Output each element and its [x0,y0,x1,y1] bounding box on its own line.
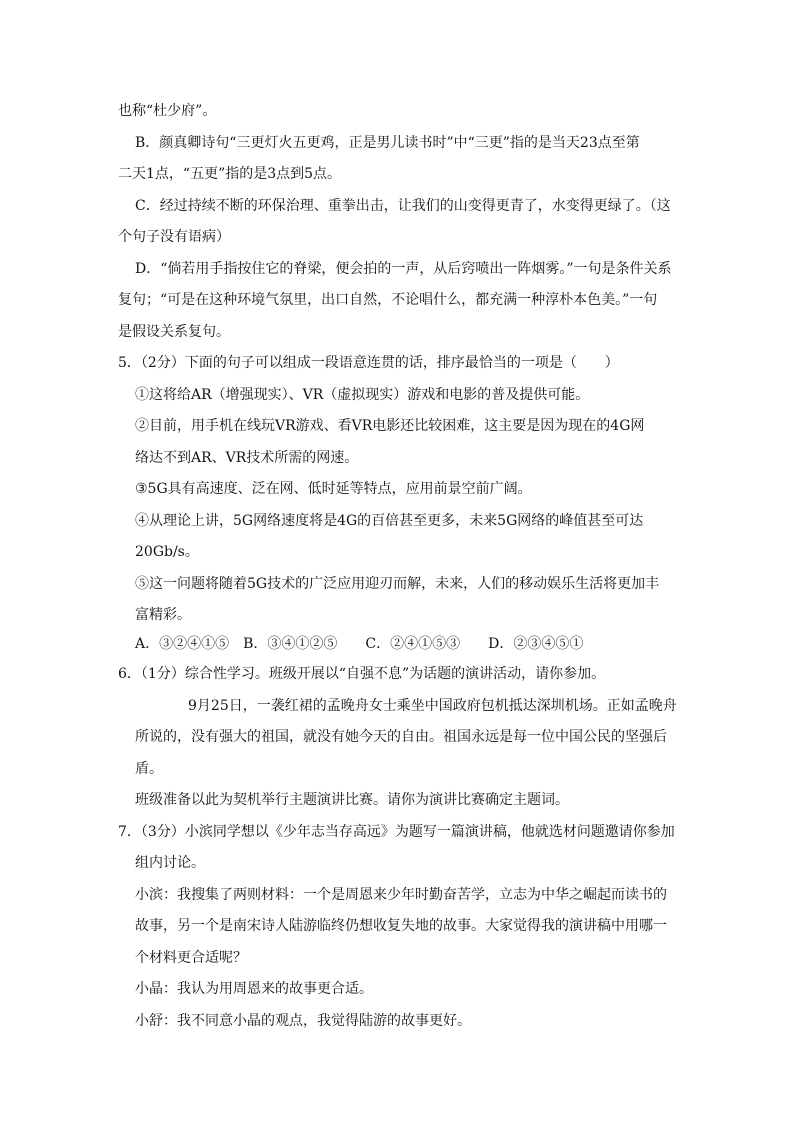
text-line: 富精彩。 [135,607,191,623]
text-line: 复句；“可是在这种环境气氛里，出口自然，不论唱什么，都充满一种淳朴本色美。”一句 [118,292,658,308]
dialogue-line: 小舒：我不同意小晶的观点，我觉得陆游的故事更好。 [135,1013,471,1029]
text-line: 9月25日，一袭红裙的孟晚舟女士乘坐中国政府包机抵达深圳机场。正如孟晚舟 [188,698,677,714]
sentence-1: ①这将给AR（增强现实）、VR（虚拟现实）游戏和电影的普及提供可能。 [135,387,590,403]
text-line: C．经过持续不断的环保治理、重拳出击，让我们的山变得更青了，水变得更绿了。（这 [135,198,671,214]
text-line: 是假设关系复句。 [118,324,230,340]
text-line: 所说的，没有强大的祖国，就没有她今天的自由。祖国永远是每一位中国公民的坚强后 [135,729,667,745]
sentence-2: ②目前，用手机在线玩VR游戏、看VR电影还比较困难，这主要是因为现在的4G网 [135,418,645,434]
dialogue-line: 小滨：我搜集了两则材料：一个是周恩来少年时勤奋苦学，立志为中华之崛起而读书的 [135,887,667,903]
text-line: D．“倘若用手指按住它的脊梁，便会拍的一声，从后窍喷出一阵烟雾。”一句是条件关系 [135,261,672,277]
question-7-stem: 7．（3分）小滨同学想以《少年志当存高远》为题写一篇演讲稿，他就选材问题邀请你参加 [118,824,675,840]
text-line: 盾。 [135,761,163,777]
question-6-stem: 6．（1分）综合性学习。班级开展以“自强不息”为话题的演讲活动，请你参加。 [118,666,606,682]
text-line: 也称“杜少府”。 [118,103,217,119]
text-line: B．颜真卿诗句“三更灯火五更鸡，正是男儿读书时”中“三更”指的是当天23点至第 [135,135,640,151]
text-line: 20Gb/s。 [135,544,199,560]
text-line: 班级准备以此为契机举行主题演讲比赛。请你为演讲比赛确定主题词。 [135,792,569,808]
text-line: 二天1点，“五更”指的是3点到5点。 [118,166,342,182]
text-line: 组内讨论。 [135,855,205,871]
question-5-options: A．③②④①⑤ B．③④①②⑤ C．②④①⑤③ D．②③④⑤① [135,636,584,652]
sentence-3: ③5G具有高速度、泛在网、低时延等特点，应用前景空前广阔。 [135,481,532,497]
text-line: 个句子没有语病） [118,229,230,245]
text-line: 络达不到AR、VR技术所需的网速。 [135,450,359,466]
text-line: 个材料更合适呢？ [135,950,247,966]
question-5-stem: 5．（2分）下面的句子可以组成一段语意连贯的话，排序最恰当的一项是（ ） [118,355,619,371]
dialogue-line: 小晶：我认为用周恩来的故事更合适。 [135,981,373,997]
text-line: 故事，另一个是南宋诗人陆游临终仍想收复失地的故事。大家觉得我的演讲稿中用哪一 [135,918,667,934]
sentence-5: ⑤这一问题将随着5G技术的广泛应用迎刃而解，未来，人们的移动娱乐生活将更加丰 [135,576,660,592]
sentence-4: ④从理论上讲，5G网络速度将是4G的百倍甚至更多，未来5G网络的峰值甚至可达 [135,513,644,529]
